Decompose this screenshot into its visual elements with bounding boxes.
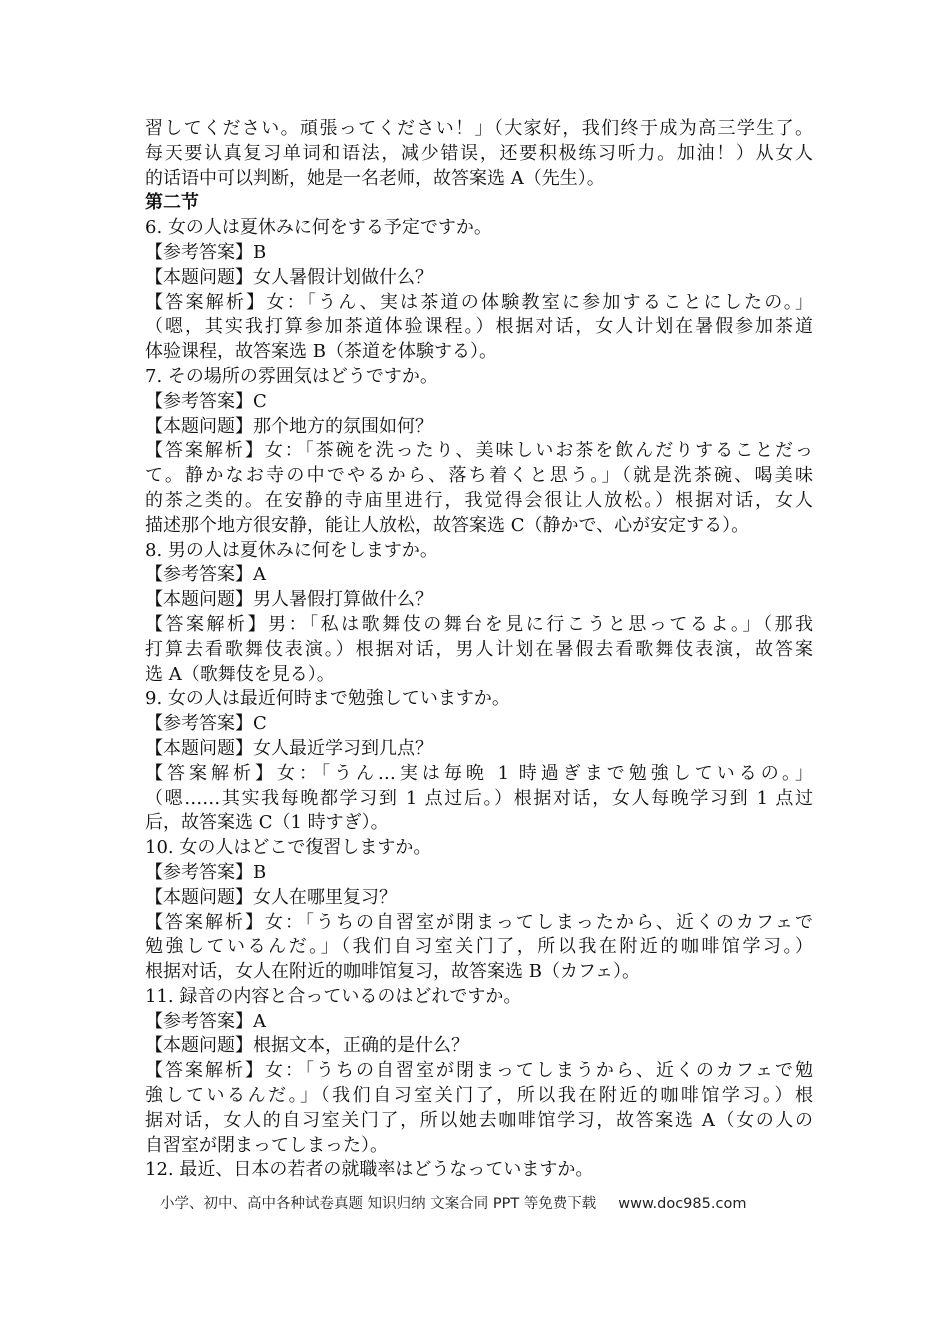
footer-site-link[interactable]: www.doc985.com	[618, 1196, 747, 1212]
analysis-8: 【答案解析】男：「私は歌舞伎の舞台を見に行こうと思ってるよ。」（那我	[145, 613, 813, 635]
analysis-9: 后，故答案选 C（1 時すぎ）。	[145, 812, 389, 834]
analysis-6: 【答案解析】女：「うん、実は茶道の体験教室に参加することにしたの。」	[145, 291, 813, 313]
analysis-7: 描述那个地方很安静，能让人放松，故答案选 C（静かで、心が安定する）。	[145, 514, 750, 536]
problem-9: 【本题问题】女人最近学习到几点？	[145, 737, 433, 759]
problem-10: 【本题问题】女人在哪里复习？	[145, 886, 397, 908]
problem-6: 【本题问题】女人暑假计划做什么？	[145, 266, 433, 288]
problem-11: 【本题问题】根据文本，正确的是什么？	[145, 1035, 469, 1057]
question-8: 8. 男の人は夏休みに何をしますか。	[145, 539, 438, 561]
question-12: 12. 最近、日本の若者の就職率はどうなっていますか。	[145, 1159, 594, 1181]
text-line: 習してください。頑張ってください！」（大家好，我们终于成为高三学生了。	[145, 118, 813, 139]
analysis-6: （嗯，其实我打算参加茶道体验课程。）根据对话，女人计划在暑假参加茶道	[145, 316, 813, 338]
analysis-7: 的茶之类的。在安静的寺庙里进行，我觉得会很让人放松。）根据对话，女人	[145, 489, 813, 511]
text-line: 的话语中可以判断，她是一名老师，故答案选 A（先生）。	[145, 167, 605, 189]
answer-11: 【参考答案】A	[145, 1010, 266, 1032]
footer-text: 小学、初中、高中各种试卷真题 知识归纳 文案合同 PPT 等免费下载	[160, 1196, 597, 1212]
answer-9: 【参考答案】C	[145, 713, 267, 735]
analysis-9: 【答案解析】女：「うん…実は毎晩 1 時過ぎまで勉強しているの。」	[145, 762, 813, 784]
answer-8: 【参考答案】A	[145, 564, 266, 586]
answer-10: 【参考答案】B	[145, 861, 267, 883]
text-line: 每天要认真复习单词和语法，减少错误，还要积极练习听力。加油！）从女人	[145, 142, 813, 164]
analysis-7: 【答案解析】女：「茶碗を洗ったり、美味しいお茶を飲んだりすることだっ	[145, 440, 813, 462]
section-heading: 第二节	[145, 192, 199, 214]
question-7: 7. その場所の雰囲気はどうですか。	[145, 365, 438, 387]
answer-7: 【参考答案】C	[145, 390, 267, 412]
analysis-8: 选 A（歌舞伎を見る）。	[145, 663, 335, 685]
problem-8: 【本题问题】男人暑假打算做什么？	[145, 589, 433, 611]
analysis-7: て。静かなお寺の中でやるから、落ち着くと思う。」（就是洗茶碗、喝美味	[145, 465, 813, 487]
analysis-8: 打算去看歌舞伎表演。）根据对话，男人计划在暑假去看歌舞伎表演，故答案	[145, 638, 813, 660]
question-10: 10. 女の人はどこで復習しますか。	[145, 837, 432, 859]
answer-6: 【参考答案】B	[145, 241, 267, 263]
problem-7: 【本题问题】那个地方的氛围如何？	[145, 415, 433, 437]
analysis-10: 勉強しているんだ。」（我们自习室关门了，所以我在附近的咖啡馆学习。）	[145, 936, 813, 958]
analysis-11: 【答案解析】女：「うちの自習室が閉まってしまうから、近くのカフェで勉	[145, 1060, 813, 1082]
page-footer	[160, 1192, 746, 1213]
question-6: 6. 女の人は夏休みに何をする予定ですか。	[145, 217, 492, 239]
analysis-9: （嗯……其实我每晚都学习到 1 点过后。）根据对话，女人每晚学习到 1 点过	[145, 787, 813, 809]
question-9: 9. 女の人は最近何時まで勉強していますか。	[145, 688, 510, 710]
analysis-11: 自習室が閉まってしまった）。	[145, 1134, 388, 1156]
question-11: 11. 録音の内容と合っているのはどれですか。	[145, 985, 522, 1007]
analysis-11: 強しているんだ。」（我们自习室关门了，所以我在附近的咖啡馆学习。）根	[145, 1085, 813, 1107]
analysis-6: 体验课程，故答案选 B（茶道を体験する）。	[145, 341, 497, 363]
analysis-11: 据对话，女人的自习室关门了，所以她去咖啡馆学习，故答案选 A（女の人の	[145, 1109, 813, 1131]
analysis-10: 根据对话，女人在附近的咖啡馆复习，故答案选 B（カフェ）。	[145, 961, 641, 983]
document-body	[145, 117, 813, 1183]
analysis-10: 【答案解析】女：「うちの自習室が閉まってしまったから、近くのカフェで	[145, 911, 813, 933]
